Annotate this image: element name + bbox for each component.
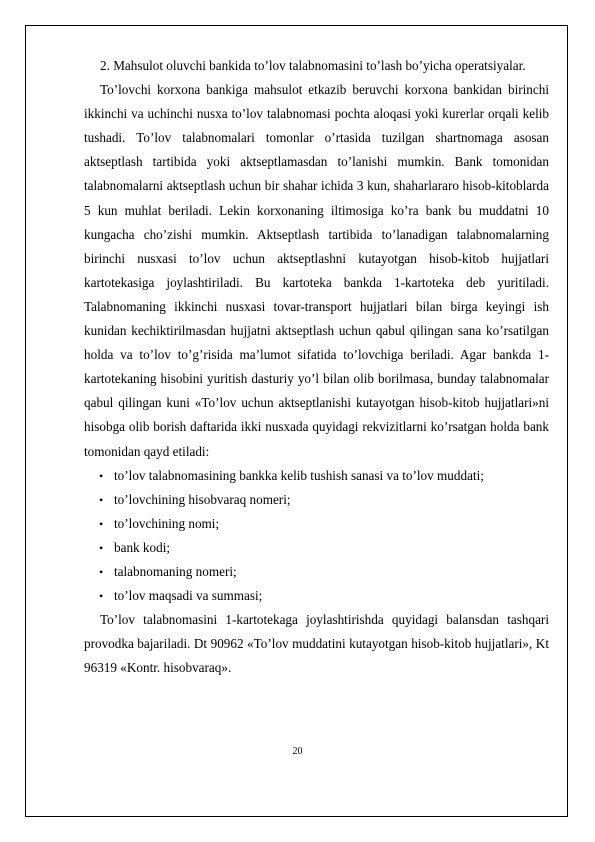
document-body (84, 54, 549, 680)
list-item: • to’lov maqsadi va summasi; (84, 584, 549, 608)
list-item: • to’lovchining hisobvaraq nomeri; (84, 488, 549, 512)
closing-paragraph: To’lov talabnomasini 1-kartotekaga joylashtirishda quyidagi balansdan tashqari provodka bajariladi. Dt 90962 «To’lov muddatini kutayotgan hisob-kitob hujjatlari», Kt 96319 «Kontr. hisobvaraq». (84, 612, 549, 676)
requisites-list (84, 464, 549, 609)
list-item: • talabnomaning nomeri; (84, 560, 549, 584)
section-heading: 2. Mahsulot oluvchi bankida to’lov talabnomasini to’lash bo’yicha operatsiyalar. (100, 58, 526, 73)
list-item: • to’lov talabnomasining bankka kelib tushish sanasi va to’lov muddati; (84, 464, 549, 488)
list-item: • bank kodi; (84, 536, 549, 560)
body-paragraph: To’lovchi korxona bankiga mahsulot etkazib beruvchi korxona bankidan birinchi ikkinchi va uchinchi nusxa to’lov talabnomasi pochta aloqasi yoki kurerlar orqali kelib tushadi. To’lov talabnomalari tomonlar o’rtasida tuzilgan shartnomaga asosan aktseptlash tartibida yoki aktseptlamasdan to’lanishi mumkin. Bank tomonidan talabnomalarni aktseptlash uchun bir shahar ichida 3 kun, shaharlararo hisob-kitoblarda 5 kun muhlat beriladi. Lekin korxonaning iltimosiga ko’ra bank bu muddatni 10 kungacha cho’zishi mumkin. Aktseptlash tartibida to’lanadigan talabnomalarning birinchi nusxasi to’lov uchun aktseptlashni kutayotgan hisob-kitob hujjatlari kartotekasiga joylashtiriladi. Bu kartoteka bankda 1-kartoteka deb yuritiladi. Talabnomaning ikkinchi nusxasi tovar-transport hujjatlari bilan birga keyingi ish kunidan kechiktirilmasdan hujjatni aktseptlash uchun qabul qilingan sana ko’rsatilgan holda va to’lov to’g’risida ma’lumot sifatida to’lovchiga beriladi. Agar bankda 1-kartotekaning hisobini yuritish dasturiy yo’l bilan olib borilmasa, bunday talabnomalar qabul qilingan kuni «To’lov uchun aktseptlanishi kutayotgan hisob-kitob hujjatlari»ni hisobga olib borish daftarida ikki nusxada quyidagi rekvizitlarni ko’rsatgan holda bank tomonidan qayd etiladi: (84, 82, 549, 459)
page-number: 20 (292, 746, 303, 757)
list-item: • to’lovchining nomi; (84, 512, 549, 536)
